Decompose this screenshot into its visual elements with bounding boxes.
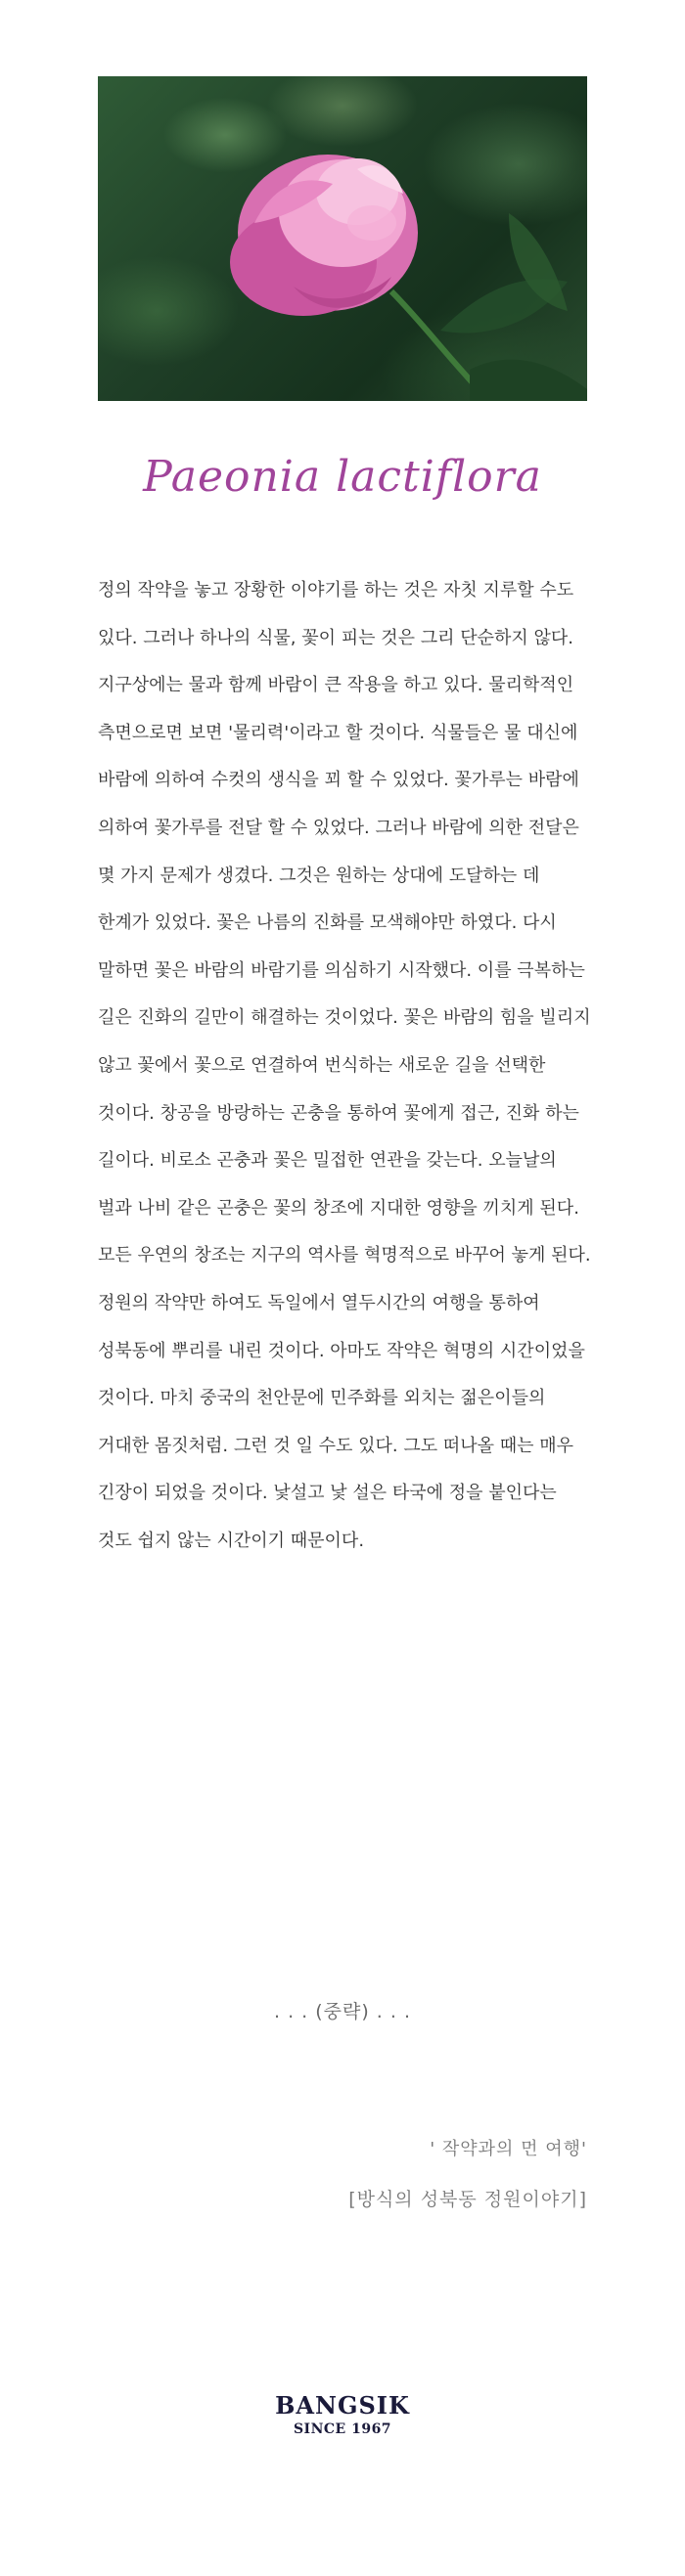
omission-marker: . . . (중략) . . . (273, 2001, 411, 2022)
peony-flower-image (98, 76, 587, 401)
page-title: Paeonia lactiflora (143, 452, 542, 502)
essay-text: 정의 작약을 놓고 장황한 이야기를 하는 것은 자칫 지루할 수도 있다. 그러나 하나의 식물, 꽃이 피는 것은 그리 단순하지 않다. 지구상에는 물과 함께 바람이 큰 작용을 하고 있다. 물리학적인 측면으로면 보면 '물리력'이라고 할 것이다. 식물들은 물 대신에 바람에 의하여 수컷의 생식을 꾀 할 수 있었다. 꽃가루는 바람에 의하여 꽃가루를 전달 할 수 있었다. 그러나 바람에 의한 전달은 몇 가지 문제가 생겼다. 그것은 원하는 상대에 도달하는 데 한계가 있었다. 꽃은 나름의 진화를 모색해야만 하였다. 다시 말하면 꽃은 바람의 바람기를 의심하기 시작했다. 이를 극복하는 길은 진화의 길만이 해결하는 것이었다. 꽃은 바람의 힘을 빌리지 않고 꽃에서 꽃으로 연결하여 번식하는 새로운 길을 선택한 것이다. 창공을 방랑하는 곤충을 통하여 꽃에게 접근, 진화 하는 길이다. 비로소 곤충과 꽃은 밀접한 연관을 갖는다. 오늘날의 벌과 나비 같은 곤충은 꽃의 창조에 지대한 영향을 끼치게 된다. 모든 우연의 창조는 지구의 역사를 혁명적으로 바꾸어 놓게 된다. 정원의 작약만 하여도 독일에서 열두시간의 여행을 통하여 성북동에 뿌리를 내린 것이다. 아마도 작약은 혁명의 시간이었을 것이다. 마치 중국의 천안문에 민주화를 외치는 젊은이들의 거대한 몸짓처럼. 그런 것 일 수도 있다. 그도 떠나올 때는 매우 긴장이 되었을 것이다. 낯설고 낯 설은 타국에 정을 붙인다는 것도 쉽지 않는 시간이기 때문이다. (98, 580, 591, 1551)
peony-photo (98, 76, 587, 401)
bangsik-logo (0, 2391, 685, 2437)
source-title: ' 작약과의 먼 여행' (430, 2139, 587, 2159)
logo-name: BANGSIK (275, 2391, 410, 2420)
logo-since: SINCE 1967 (293, 2421, 392, 2437)
source-subtitle: [방식의 성북동 정원이야기] (348, 2189, 587, 2210)
